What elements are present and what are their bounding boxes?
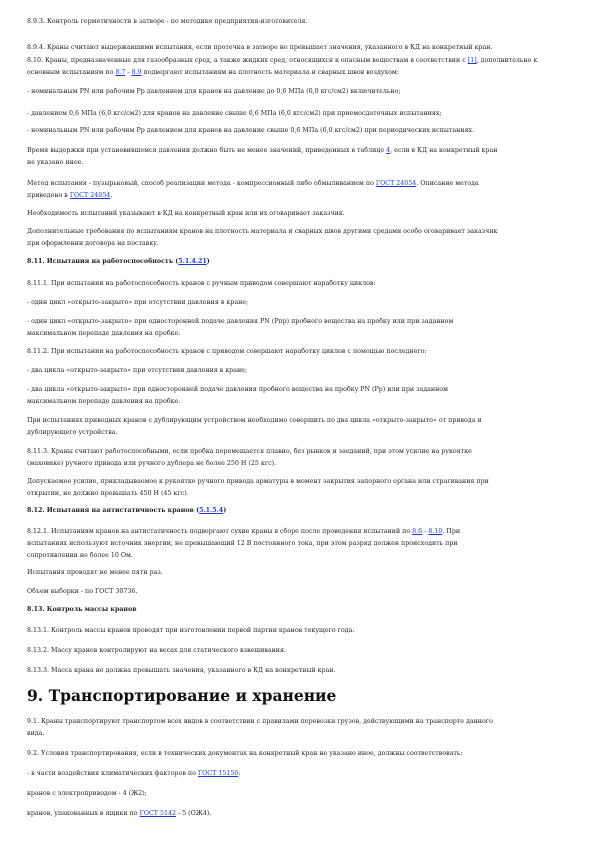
text: Метод испытания - пузырьковый, способ реализации метода - компрессионный либо обмыливанием по — [27, 180, 376, 187]
text: - один цикл «открыто-закрыто» при односторонней подаче давления PN (Рпр) пробного вещества на пробку или при заданном — [27, 318, 454, 325]
link-table-4[interactable]: 4 — [386, 147, 391, 154]
paragraph-8-9-3: 8.9.3. Контроль герметичности в затворе - по методике предприятия-изготовителя. — [27, 18, 308, 25]
text: ) — [206, 258, 210, 265]
section-heading-8-13: 8.13. Контроль массы кранов — [27, 606, 137, 613]
list-item: - номинальным PN или рабочим Рр давлением для кранов на давление до 0,6 МПа (6,0 кгс/см2) включительно; — [27, 88, 401, 95]
list-item: - номинальным PN или рабочим Рр давлением для кранов на давление свыше 0,6 МПа (6,0 кгс/см2) при периодических испытаниях. — [27, 127, 474, 134]
chapter-heading-9: 9. Транспортирование и хранение — [27, 686, 337, 705]
paragraph-8-12-1 — [27, 526, 567, 562]
text: 8.12. Испытания на антистатичность кранов ( — [27, 507, 200, 514]
paragraph-8-10 — [27, 55, 567, 79]
text: 8.10. Краны, предназначенные для газообразных сред, а также жидких сред, относящихся к опасным веществам в соответствии с — [27, 57, 468, 64]
paragraph — [27, 476, 567, 500]
text: подвергают испытаниям на плотность материала и сварных швов воздухом: — [141, 69, 399, 76]
link-8-9[interactable]: 8.9 — [131, 69, 142, 76]
paragraph-8-13-1: 8.13.1. Контроль массы кранов проводят при изготовлении первой партии кранов текущего года. — [27, 627, 355, 634]
link-gost-24054[interactable]: ГОСТ 24054 — [375, 180, 417, 187]
list-item — [27, 384, 567, 408]
paragraph: Объем выборки - по ГОСТ 30736. — [27, 588, 138, 595]
paragraph-9-2: 9.2. Условия транспортирования, если в технических документах на конкретный кран не указано иное, должны соответствовать: — [27, 750, 463, 757]
section-heading-8-12 — [27, 505, 567, 517]
list-item — [27, 808, 567, 820]
text: - в части воздействия климатических факторов по — [27, 770, 198, 777]
link-8-6[interactable]: 8.6 — [412, 528, 423, 535]
link-gost-5142[interactable]: ГОСТ 5142 — [139, 810, 176, 817]
text: вида. — [27, 730, 45, 737]
text: Время выдержки при установившемся давлении должно быть не менее значений, приведенных в таблице — [27, 147, 387, 154]
list-item — [27, 768, 567, 780]
link-8-10[interactable]: 8.10 — [428, 528, 443, 535]
list-item — [27, 316, 567, 340]
link-gost-15150[interactable]: ГОСТ 15150 — [197, 770, 239, 777]
text: При испытаниях приводных кранов с дублирующим устройством необходимо совершить по два цикла «открыто-закрыто» от привода и — [27, 417, 482, 424]
paragraph: Испытания проводят не менее пяти раз. — [27, 569, 163, 576]
text: : — [238, 770, 241, 777]
paragraph-8-9-4: 8.9.4. Краны считают выдержавшими испытания, если протечка в затворе не превышает значения, указанного в КД на конкретный кран. — [27, 44, 493, 51]
text: 8.11. Испытания на работоспособность ( — [27, 258, 179, 265]
list-item: - один цикл «открыто-закрыто» при отсутствии давления в кране; — [27, 299, 249, 306]
text: (маховике) ручного привода или ручного дублера не более 250 Н (25 кгс). — [27, 460, 277, 467]
text: ) — [223, 507, 227, 514]
link-5-1-5-4[interactable]: 5.1.5.4 — [199, 507, 224, 514]
text: 9.1. Краны транспортируют транспортом всех видов в соответствии с правилами перевозки грузов, действующими на транспорте данного — [27, 718, 493, 725]
text: - — [125, 69, 132, 76]
text: - 5 (ОЖ4). — [175, 810, 212, 817]
text: - два цикла «открыто-закрыто» при односторонней подаче давления пробного вещества на пробку PN (Рр) или при заданном — [27, 386, 448, 393]
paragraph-method — [27, 178, 567, 202]
text: 8.11.3. Краны считают работоспособными, если пробка перемещается плавно, без рывков и заеданий, при этом усилие на рукоятке — [27, 448, 472, 455]
text: , дополнительно к основным испытаниям по — [27, 57, 538, 76]
text: открытии, не должно превышать 450 Н (45 кгс). — [27, 490, 189, 497]
text: . Описание метода — [416, 180, 479, 187]
text: приведено в — [27, 192, 70, 199]
text: не указано иное. — [27, 159, 84, 166]
paragraph-8-13-2: 8.13.2. Массу кранов контролируют на весах для статического взвешивания. — [27, 647, 286, 654]
paragraph-8-11-1: 8.11.1. При испытании на работоспособность кранов с ручным приводом совершают наработку циклов: — [27, 280, 376, 287]
text: 8.12.1. Испытаниям кранов на антистатичность подвергают сухие краны в сборе после проведения испытаний по — [27, 528, 413, 535]
paragraph-8-11-2: 8.11.2. При испытании на работоспособность кранов с приводом совершают наработку циклов с помощью последнего: — [27, 348, 427, 355]
text: . При — [442, 528, 461, 535]
paragraph: Необходимость испытаний указывают в КД на конкретный кран или их оговаривает заказчик. — [27, 210, 345, 217]
text: испытаниях используют источник энергии, не превышающий 12 В постоянного тока, при этом разряд должен происходить при — [27, 540, 458, 547]
text: дублирующего устройства. — [27, 429, 118, 436]
section-heading-8-11 — [27, 256, 567, 268]
link-gost-24054-2[interactable]: ГОСТ 24054 — [69, 192, 111, 199]
list-item: кранов с электроприводом - 4 (Ж2); — [27, 790, 147, 797]
text: Дополнительные требования по испытаниям кранов на плотность материала и сварных швов другими средами особо оговаривает заказчик — [27, 228, 498, 235]
paragraph-8-11-3 — [27, 446, 567, 470]
text: , если в КД на конкретный кран — [390, 147, 498, 154]
paragraph — [27, 226, 567, 250]
link-5-1-4-21[interactable]: 5.1.4.21 — [178, 258, 207, 265]
list-item: - давлением 0,6 МПа (6,0 кгс/см2) для кранов на давление свыше 0,6 МПа (6,0 кгс/см2) при приемосдаточных испытаниях; — [27, 110, 442, 117]
paragraph-hold-time — [27, 145, 567, 169]
paragraph-8-13-3: 8.13.3. Масса крана не должна превышать значения, указанного в КД на конкретный кран. — [27, 667, 336, 674]
text: - — [422, 528, 429, 535]
paragraph — [27, 415, 567, 439]
link-ref-1[interactable]: [1] — [467, 57, 477, 64]
text: . — [110, 192, 113, 199]
text: Допускаемое усилие, прикладываемое к рукоятке ручного привода арматуры в момент закрытия запорного органа или страгивания при — [27, 478, 489, 485]
text: максимальном перепаде давления на пробке. — [27, 398, 181, 405]
text: кранов, упакованных в ящики по — [27, 810, 140, 817]
text: сопротивлении не более 10 Ом. — [27, 552, 133, 559]
paragraph-9-1 — [27, 716, 567, 740]
text: при оформлении договора на поставку. — [27, 240, 159, 247]
link-8-7[interactable]: 8.7 — [115, 69, 126, 76]
text: максимальном перепаде давления на пробке. — [27, 330, 181, 337]
list-item: - два цикла «открыто-закрыто» при отсутствии давления в кране; — [27, 367, 247, 374]
